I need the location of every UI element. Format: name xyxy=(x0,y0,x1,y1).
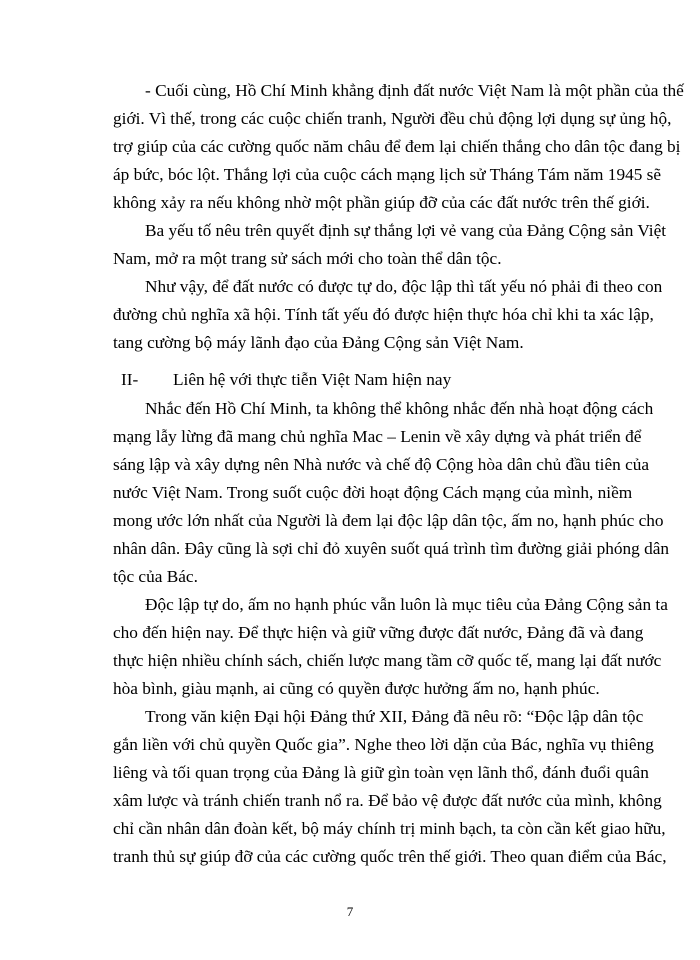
text-line: giới. Vì thế, trong các cuộc chiến tranh, Người đều chủ động lợi dụng sự ủng hộ, xyxy=(113,109,672,128)
text-line: gắn liền với chủ quyền Quốc gia”. Nghe theo lời dặn của Bác, nghĩa vụ thiêng xyxy=(113,734,654,754)
text-line: liêng và tối quan trọng của Đảng là giữ gìn toàn vẹn lãnh thổ, đánh đuổi quân xyxy=(113,763,649,782)
text-line: Độc lập tự do, ấm no hạnh phúc vẫn luôn là mục tiêu của Đảng Cộng sản ta xyxy=(145,594,668,614)
text-line: áp bức, bóc lột. Thắng lợi của cuộc cách mạng lịch sử Tháng Tám năm 1945 sẽ xyxy=(113,165,662,184)
text-line: không xảy ra nếu không nhờ một phần giúp đỡ của các đất nước trên thế giới. xyxy=(113,193,650,213)
text-line: mạng lẫy lừng đã mang chủ nghĩa Mac – Lenin về xây dựng và phát triển để xyxy=(113,426,642,446)
text-line: tang cường bộ máy lãnh đạo của Đảng Cộng sản Việt Nam. xyxy=(113,333,524,353)
text-line: Nhắc đến Hồ Chí Minh, ta không thể không nhắc đến nhà hoạt động cách xyxy=(145,398,654,418)
text-line: Như vậy, để đất nước có được tự do, độc lập thì tất yếu nó phải đi theo con xyxy=(145,277,663,297)
text-line: tranh thủ sự giúp đỡ của các cường quốc trên thế giới. Theo quan điểm của Bác, xyxy=(113,847,667,866)
text-line: Nam, mở ra một trang sử sách mới cho toàn thể dân tộc. xyxy=(113,249,502,269)
page-number: 7 xyxy=(346,904,354,919)
text-line: - Cuối cùng, Hồ Chí Minh khẳng định đất nước Việt Nam là một phần của thế xyxy=(145,81,684,100)
text-line: sáng lập và xây dựng nên Nhà nước và chế độ Cộng hòa dân chủ đầu tiên của xyxy=(113,454,650,474)
text-line: Ba yếu tố nêu trên quyết định sự thắng lợi vẻ vang của Đảng Cộng sản Việt xyxy=(145,221,667,241)
text-line: nước Việt Nam. Trong suốt cuộc đời hoạt động Cách mạng của mình, niềm xyxy=(113,482,633,502)
text-line: xâm lược và tránh chiến tranh nổ ra. Để bảo vệ được đất nước của mình, không xyxy=(113,791,662,810)
text-line: Trong văn kiện Đại hội Đảng thứ XII, Đảng đã nêu rõ: “Độc lập dân tộc xyxy=(145,706,644,726)
text-line: tộc của Bác. xyxy=(113,566,198,586)
section-heading: Liên hệ với thực tiễn Việt Nam hiện nay xyxy=(173,369,452,389)
text-line: nhân dân. Đây cũng là sợi chỉ đỏ xuyên suốt quá trình tìm đường giải phóng dân xyxy=(113,538,670,558)
text-line: đường chủ nghĩa xã hội. Tính tất yếu đó được hiện thực hóa chỉ khi ta xác lập, xyxy=(113,305,654,325)
text-line: hòa bình, giàu mạnh, ai cũng có quyền được hưởng ấm no, hạnh phúc. xyxy=(113,678,600,698)
text-line: mong ước lớn nhất của Người là đem lại độc lập dân tộc, ấm no, hạnh phúc cho xyxy=(113,510,664,530)
text-line: chỉ cần nhân dân đoàn kết, bộ máy chính trị minh bạch, ta còn cần kết giao hữu, xyxy=(113,819,666,838)
text-line: cho đến hiện nay. Để thực hiện và giữ vững được đất nước, Đảng đã và đang xyxy=(113,622,644,642)
text-line: thực hiện nhiều chính sách, chiến lược mang tầm cỡ quốc tế, mang lại đất nước xyxy=(113,650,662,670)
text-line: trợ giúp của các cường quốc năm châu để đem lại chiến thắng cho dân tộc đang bị xyxy=(113,137,681,156)
section-number: II- xyxy=(121,369,139,389)
